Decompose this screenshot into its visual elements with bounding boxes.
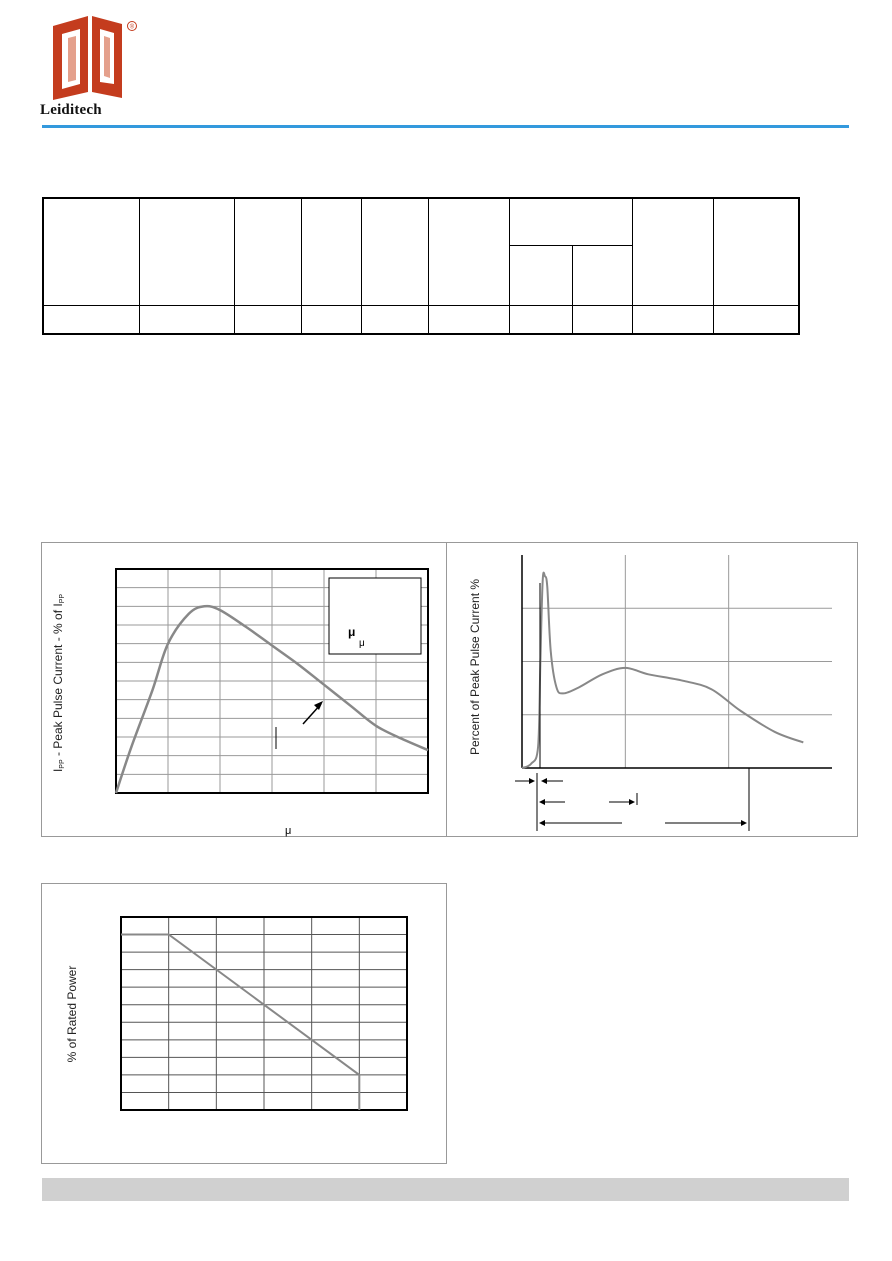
table-cell xyxy=(632,198,713,305)
y-axis-label: Percent of Peak Pulse Current % xyxy=(468,578,482,756)
figure-derating-panel xyxy=(41,883,447,1164)
series-line xyxy=(522,573,803,768)
table-cell xyxy=(428,305,509,334)
table-cell xyxy=(139,198,234,305)
x-axis-label: μ xyxy=(285,825,292,837)
legend-text: μ xyxy=(348,625,356,639)
dimension-arrowhead xyxy=(539,799,545,805)
chart-grid xyxy=(121,917,407,1110)
footer-bar xyxy=(42,1178,849,1201)
figure-1-chart xyxy=(42,543,448,838)
figure-2-chart xyxy=(447,543,859,838)
table-cell xyxy=(509,198,632,245)
table-cell xyxy=(509,245,572,305)
legend-text: μ xyxy=(359,638,365,649)
table-cell xyxy=(713,198,799,305)
table-cell xyxy=(301,305,361,334)
dimension-arrowhead xyxy=(629,799,635,805)
table-cell xyxy=(361,198,428,305)
table-cell xyxy=(43,198,139,305)
brand-name: Leiditech xyxy=(40,102,102,118)
table-cell xyxy=(509,305,572,334)
figure-pulse-waveform-panel xyxy=(41,542,447,837)
table-cell xyxy=(301,198,361,305)
table-row xyxy=(43,305,799,334)
annotation-arrowhead xyxy=(314,701,323,710)
leiditech-logo-icon xyxy=(40,14,140,104)
legend-box xyxy=(329,578,421,654)
y-axis-label: % of Rated Power xyxy=(65,965,79,1063)
table-cell xyxy=(234,198,301,305)
company-logo xyxy=(40,14,140,122)
dimension-arrowhead xyxy=(541,778,547,784)
dimension-arrowhead xyxy=(539,820,545,826)
table-cell xyxy=(572,245,632,305)
spec-table xyxy=(42,197,800,335)
table-cell xyxy=(361,305,428,334)
table-header-row xyxy=(43,198,799,245)
header-rule xyxy=(42,125,849,128)
y-axis-label: IPP - Peak Pulse Current - % of IPP xyxy=(51,593,66,773)
figure-3-chart xyxy=(42,884,448,1165)
table-cell xyxy=(139,305,234,334)
table-cell xyxy=(428,198,509,305)
dimension-arrowhead xyxy=(741,820,747,826)
figure-pulse-definition-panel xyxy=(446,542,858,837)
dimension-arrowhead xyxy=(529,778,535,784)
svg-text:®: ® xyxy=(129,24,135,31)
table-cell xyxy=(713,305,799,334)
table-cell xyxy=(234,305,301,334)
table-cell xyxy=(572,305,632,334)
registered-mark-icon xyxy=(126,18,142,34)
table-cell xyxy=(43,305,139,334)
table-cell xyxy=(632,305,713,334)
